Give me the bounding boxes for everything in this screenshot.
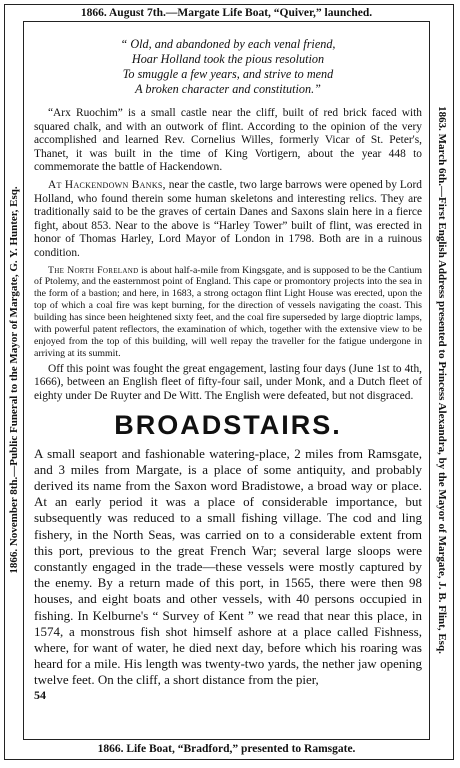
footer-chronology: 1866. Life Boat, “Bradford,” presented to Ramsgate.	[97, 743, 356, 755]
paragraph-arx-ruochim: “Arx Ruochim” is a small castle near the cliff, built of red brick faced with squared chalk, and with an outwork of flint. According to the opinion of the very accomplished and learned Rev. Cornelius Willes, formerly Vicar of St. Peter's, Thanet, it was built in the time of King Vortigern, about the year 448 to commemorate the battle of Hackendown.	[34, 107, 422, 174]
right-margin-chronology: 1863. March 6th.—First English Address presented to Princess Alexandra, by the Mayor of Margate, J. B. Flint, Esq.	[436, 106, 448, 654]
paragraph-lead: The North Foreland	[48, 264, 139, 276]
paragraph-north-foreland	[34, 265, 422, 360]
paragraph-lead: At Hackendown Banks,	[48, 178, 166, 191]
header-chronology: 1866. August 7th.—Margate Life Boat, “Quiver,” launched.	[80, 7, 373, 19]
poem-line: A broken character and constitution.”	[135, 82, 321, 96]
paragraph-text: is about half-a-mile from Kingsgate, and is supposed to be the Cantium of Ptolemy, and the easternmost point of England. This cape or promontory projects into the sea in the form of a bastion; and here, in 1683, a strong octagon flint Light House was erected, upon the top of which a coal fire was kept burning, for the direction of vessels navigating the coast. This building has since been heightened sixty feet, and the coal fire superseded by large dioptric lamps, with powerful patent reflectors, the examination of which, together with the extensive view to be enjoyed from the top of this building, will well repay the traveller for the fatigue undergone in arriving at its summit.	[34, 264, 422, 359]
poem-line: “ Old, and abandoned by each venal friend,	[120, 37, 336, 51]
page-number: 54	[34, 687, 46, 702]
paragraph-text: near the castle, two large barrows were opened by Lord Holland, who found therein some human skeletons and interesting relics. They are traditionally said to be the graves of certain Danes and Saxons slain here in a fierce fight, about 853. Near to the above is “Harley Tower” built of flint, was erected in honor of Thomas Harley, Lord Mayor of London in 1798. Both are in a ruinous condition.	[34, 178, 422, 259]
section-heading: BROADSTAIRS.	[114, 409, 342, 440]
poem-line: Hoar Holland took the pious resolution	[131, 52, 325, 66]
page-body	[34, 26, 422, 702]
paragraph-hackendown	[34, 179, 422, 261]
left-margin-chronology: 1866. November 8th.—Public Funeral to the Mayor of Margate, G. Y. Hunter, Esq.	[8, 186, 20, 574]
paragraph-engagement: Off this point was fought the great engagement, lasting four days (June 1st to 4th, 1666), between an English fleet of fifty-four sail, under Monk, and a Dutch fleet of eighty under De Ruyter and De Witt. The English were defeated, but not disgraced.	[34, 362, 422, 402]
poem-line: To smuggle a few years, and strive to mend	[122, 67, 334, 81]
paragraph-broadstairs: A small seaport and fashionable watering-place, 2 miles from Ramsgate, and 3 miles from Margate, is a place of some antiquity, and probably derived its name from the Saxon word Bradistowe, a broad way or place. At an early period it was a place of considerable importance, but subsequently was reduced to a small fishing village. The cod and ling fishery, in the North Seas, was carried on to a considerable extent from this port, previous to the great French War; several large sloops were constantly engaged in the trade—these vessels were mostly captured by the enemy. By a return made of this port, in 1565, there were then 98 houses, and eight boats and other vessels, with 40 persons occupied in fishing. In Kelburne's “ Survey of Kent ” we read that near this place, in 1574, a monstrous fish shot himself ashore at a place called Fishness, where, for want of water, he died next day, before which his roaring was heard for a mile. His length was twenty-two yards, the nether jaw opening twelve feet. On the cliff, a short distance from the pier,	[34, 445, 422, 688]
epigraph-poem	[34, 37, 422, 97]
